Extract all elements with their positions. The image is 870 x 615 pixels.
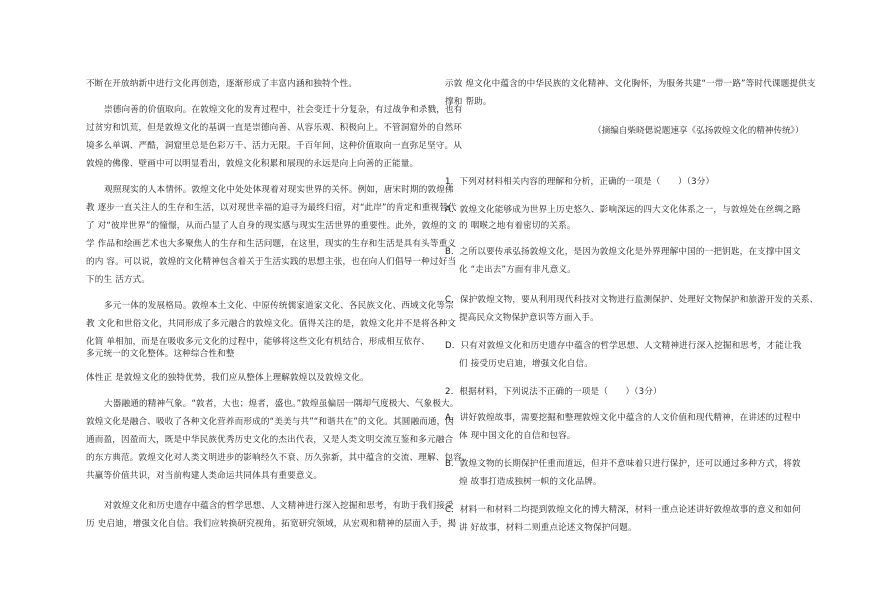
text-line: 多元一体的发展格局。敦煌本土文化、中原传统儒家道家文化、各民族文化、西域文化等宗 bbox=[104, 301, 454, 311]
text-line: 崇德向善的价值取向。在敦煌文化的发育过程中，社会变迁十分复杂，有过战争和杀戮，也有 bbox=[104, 105, 463, 115]
text-line: 敦煌的佛像、壁画中可以明显看出，敦煌文化积累和展现的永远是向上向善的正能量。 bbox=[86, 159, 419, 169]
text-line: 通而盈，因盈而大，既是中华民族优秀历史文化的杰出代表，又是人类文明交流互鉴和多元融合 bbox=[86, 435, 454, 445]
text-line: 讲 好故事，材料二则重点论述文物保护问题。 bbox=[459, 523, 637, 533]
text-line: 历 史启迪，增强文化自信。我们应转换研究视角，拓宽研究领域，从宏观和精神的层面入手，揭 bbox=[86, 519, 457, 529]
option-a: A．讲好敦煌故事，需要挖掘和整理敦煌文化中蕴含的人文价值和现代精神，在讲述的过程中 bbox=[445, 413, 801, 423]
text-line: 示敦 煌文化中蕴含的中华民族的文化精神、文化胸怀，为服务共建“一带一路”等时代课题提供支 bbox=[445, 79, 816, 89]
text-line: 煌 故事打造成独树一帜的文化品牌。 bbox=[459, 477, 602, 487]
text-line: 们 接受历史启迪，增强文化自信。 bbox=[459, 359, 594, 369]
text-line: 下的生 活方式。 bbox=[86, 275, 151, 285]
option-b: B．之所以要传承弘扬敦煌文化，是因为敦煌文化是外界理解中国的一把钥匙，在支撑中国文 bbox=[445, 247, 801, 257]
option-a: A．敦煌文化能够成为世界上历史悠久、影响深远的四大文化体系之一，与敦煌处在丝绸之路 bbox=[445, 205, 801, 215]
text-line: 学 作品和绘画艺术也大多聚焦人的生存和生活问题，在这里，现实的生存和生活是具有头等重义 bbox=[86, 239, 457, 249]
text-line: 化 “走出去”方面有非凡意义。 bbox=[459, 265, 577, 275]
text-line: 的东方典范。敦煌文化对人类文明进步的影响经久不衰、历久弥新，其中蕴含的交流、理解、包容、 bbox=[86, 453, 471, 463]
text-line: 教 文化和世俗文化，共同形成了多元融合的敦煌文化。值得关注的是，敦煌文化并不是将各种文 bbox=[86, 319, 457, 329]
text-line: 对敦煌文化和历史遗存中蕴含的哲学思想、人文精神进行深入挖掘和思考，有助于我们接受 bbox=[104, 501, 454, 511]
text-line: 了 对“彼岸世界”的憧憬，从而凸显了人自身的现实感与现实生活世界的重要性。此外，敦煌的文 bbox=[86, 221, 457, 231]
text-line: 的内 容。可以说，敦煌的文化精神包含着关于生活实践的思想主张，也在向人们倡导一种过好当 bbox=[86, 257, 457, 267]
text-line: 教 逐步一直关注人的生存和生活，以对现世幸福的追寻为最终归宿，对“此岸”的肯定和重视替代 bbox=[86, 203, 457, 213]
text-line: 提高民众文物保护意识等方面入手。 bbox=[459, 313, 599, 323]
text-line: 不断在开放纳新中进行文化再创造，逐渐形成了丰富内涵和独特个性。 bbox=[86, 79, 358, 89]
text-line: 敦煌文化是融合、吸收了各种文化营养而形成的“美美与共”“和谐共在”的文化。其圆融而通，因 bbox=[86, 417, 455, 427]
option-c: C．材料一和材料二均提到敦煌文化的博大精深，材料一重点论述讲好敦煌故事的意义和如何 bbox=[445, 505, 801, 515]
text-line: 过贫穷和饥荒，但是敦煌文化的基调一直是崇德向善、从容乐观、积极向上。不管洞窟外的自然环 bbox=[86, 123, 462, 133]
text-line: 大器融通的精神气象。“敦者，大也；煌者，盛也。”敦煌虽偏居一隅却气度极大、气象极大。 bbox=[104, 399, 459, 409]
text-line: 共赢等价值共识，对当前构建人类命运共同体具有重要意义。 bbox=[86, 471, 323, 481]
source-note: （摘编自柴晓偲说题速享《弘扬敦煌文化的精神传统》） bbox=[593, 126, 804, 136]
text-line: 体性正 是敦煌文化的独特优势，我们应从整体上理解敦煌以及敦煌文化。 bbox=[86, 373, 369, 383]
text-line: 撑和 帮助。 bbox=[445, 97, 492, 107]
option-c: C．保护敦煌文物，要从利用现代科技对文物进行监测保护、处理好文物保护和旅游开发的关系、 bbox=[445, 295, 819, 305]
option-d: D．只有对敦煌文化和历史遗存中蕴含的哲学思想、人文精神进行深入挖掘和思考，才能让我 bbox=[445, 341, 802, 351]
text-line: 境多么单调、严酷，洞窟里总是色彩万千、活力无限。千百年间，这种价值取向一直弥足坚守。从 bbox=[86, 141, 462, 151]
text-line: 体 现中国文化的自信和包容。 bbox=[459, 431, 576, 441]
question-1: 1．下列对材料相关内容的理解和分析，正确的一项是（ ）（3分） bbox=[445, 177, 715, 187]
option-b: B．敦煌文物的长期保护任重而道远，但并不意味着只进行保护，还可以通过多种方式，将敦 bbox=[445, 459, 801, 469]
text-line: 观照现实的人本情怀。敦煌文化中处处体现着对现实世界的关怀。例如，唐宋时期的敦煌佛 bbox=[104, 185, 454, 195]
text-line: 化简 单相加，而是在吸收多元文化的过程中，能够将这些文化有机结合，形成相互依存、多元统一的文化整体。这种综合性和整 bbox=[86, 337, 430, 359]
text-line: 的 咽喉之地有着密切的关系。 bbox=[459, 221, 576, 231]
question-2: 2．根据材料，下列说法不正确的一项是（ ）（3分） bbox=[445, 387, 662, 397]
